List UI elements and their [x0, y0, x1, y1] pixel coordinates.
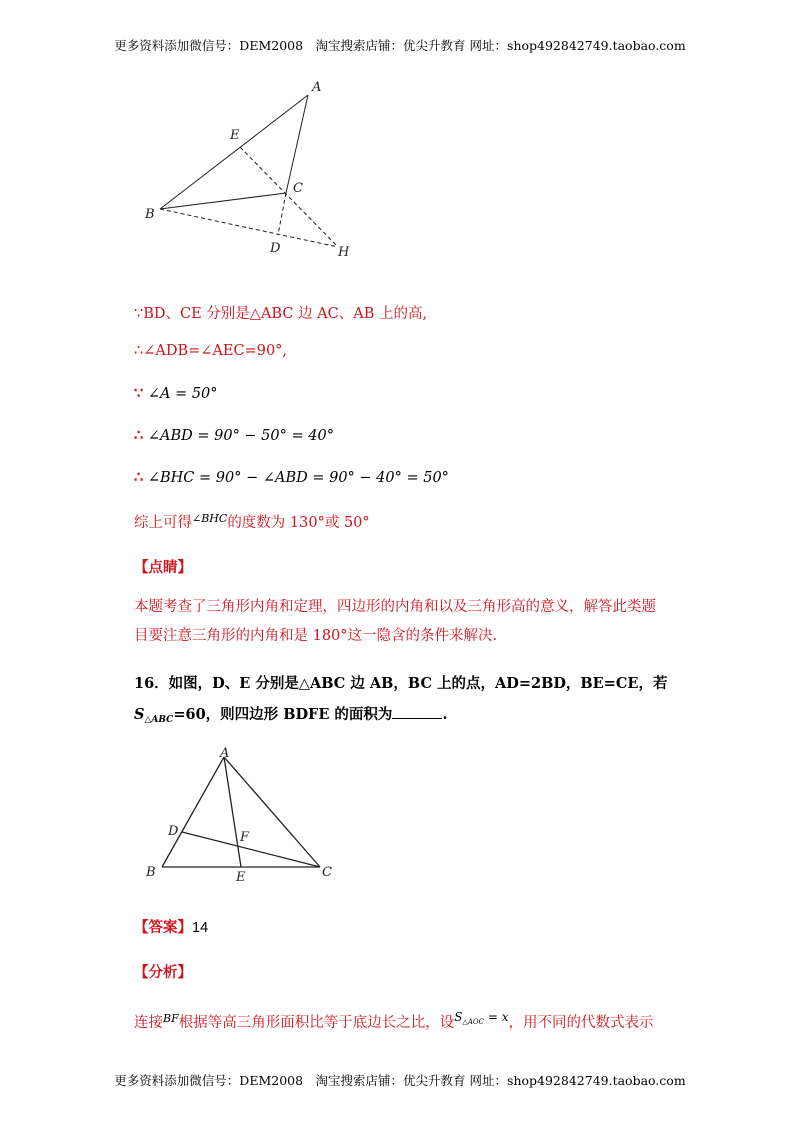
because-symbol: ∵ — [134, 385, 144, 402]
label-A: A — [220, 746, 230, 761]
analysis-post: ，用不同的代数式表示 — [508, 1015, 654, 1031]
math-expression: ∠A = 50° — [147, 386, 218, 402]
dianjing-body: 本题考查了三角形内角和定理，四边形的内角和以及三角形高的意义，解答此类题目要注意三角形的内角和是 180°这一隐含的条件来解决. — [134, 599, 656, 644]
math-bf: BF — [163, 1012, 179, 1025]
question-16-line-1: 16．如图，D、E 分别是△ABC 边 AB，BC 上的点，AD=2BD，BE=CE，若 — [134, 675, 668, 692]
math-area-expr: S△AOC = x — [454, 1010, 509, 1026]
dianjing-tag: 【点睛】 — [134, 559, 192, 576]
label-E: E — [230, 128, 240, 143]
label-E: E — [236, 870, 246, 885]
solution-line-5 — [134, 469, 449, 486]
analysis-mid: 根据等高三角形面积比等于底边长之比，设 — [178, 1015, 455, 1031]
math-expression: ∠ABD = 90° − 50° = 40° — [147, 428, 334, 444]
triangle-figure-q16 — [140, 745, 350, 890]
segment-BH-dashed — [160, 209, 338, 247]
label-D: D — [168, 824, 179, 839]
question-text: =60，则四边形 BDFE 的面积为 — [173, 706, 393, 723]
answer-blank — [392, 706, 442, 719]
label-H: H — [338, 245, 350, 260]
analysis-tag: 【分析】 — [134, 964, 192, 981]
segment-BA — [162, 757, 224, 867]
label-D: D — [270, 241, 281, 256]
page-footer: 更多资料添加微信号：DEM2008 淘宝搜索店铺：优尖升教育 网址：shop492842749.taobao.com — [114, 1073, 686, 1088]
solution-line-4 — [134, 427, 334, 444]
therefore-symbol: ∴ — [134, 469, 144, 486]
answer-value: 14 — [192, 920, 209, 936]
label-B: B — [146, 865, 156, 880]
solution-line-2: ∴∠ADB=∠AEC=90°, — [134, 343, 288, 359]
conclusion-post: 的度数为 130°或 50° — [227, 515, 370, 531]
conclusion-pre: 综上可得 — [134, 515, 192, 531]
analysis-line — [134, 1010, 653, 1032]
label-A: A — [312, 80, 322, 95]
page-header: 更多资料添加微信号：DEM2008 淘宝搜索店铺：优尖升教育 网址：shop492842749.taobao.com — [114, 38, 686, 53]
area-subscript: △ABC — [144, 715, 174, 725]
label-C: C — [322, 865, 332, 880]
therefore-symbol: ∴ — [134, 427, 144, 444]
segment-DC — [182, 832, 320, 867]
triangle-figure-altitudes — [140, 75, 370, 265]
analysis-pre: 连接 — [134, 1015, 163, 1031]
solution-line-6 — [134, 511, 370, 532]
question-end: . — [442, 706, 448, 723]
solution-line-1: ∵BD、CE 分别是△ABC 边 AC、AB 上的高, — [134, 306, 428, 322]
label-C: C — [293, 181, 303, 196]
label-B: B — [145, 207, 155, 222]
solution-line-3 — [134, 385, 218, 402]
area-symbol: S — [134, 706, 145, 723]
math-expression: ∠BHC = 90° − ∠ABD = 90° − 40° = 50° — [147, 470, 449, 486]
segment-CD-dashed — [278, 193, 286, 235]
answer-line — [134, 916, 208, 937]
math-angle: ∠BHC — [192, 512, 228, 525]
question-16-line-2 — [134, 703, 448, 725]
segment-BC — [160, 193, 286, 209]
answer-tag: 【答案】 — [134, 919, 192, 936]
label-F: F — [240, 830, 250, 845]
